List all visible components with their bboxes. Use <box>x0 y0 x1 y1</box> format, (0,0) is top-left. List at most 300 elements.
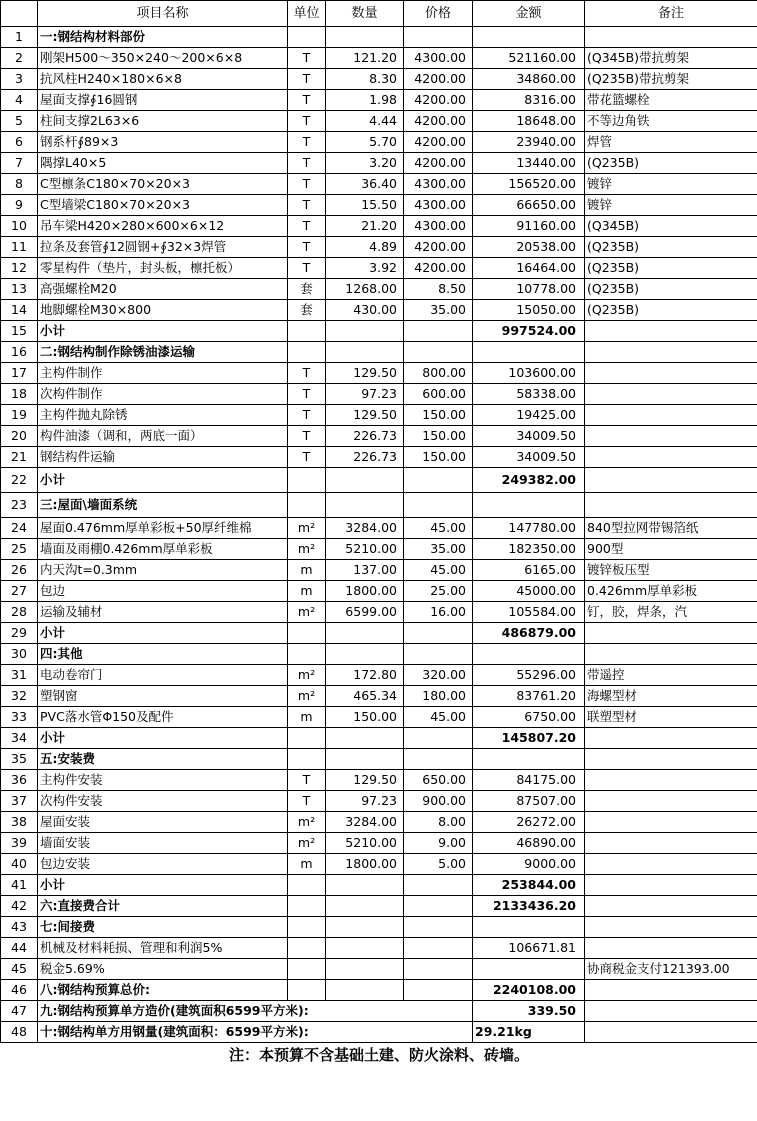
row-index-cell: 2 <box>1 48 38 69</box>
table-row <box>1 686 757 707</box>
row-index-cell: 8 <box>1 174 38 195</box>
amount-cell <box>473 493 585 518</box>
quantity-cell: 172.80 <box>326 665 404 686</box>
quantity-cell: 4.44 <box>326 111 404 132</box>
summary-row <box>1 1001 757 1022</box>
quantity-cell <box>326 917 404 938</box>
header-amount: 金额 <box>473 1 585 27</box>
remarks-cell: (Q345B) <box>585 216 757 237</box>
row-index-cell: 13 <box>1 279 38 300</box>
remarks-cell: (Q235B)带抗剪架 <box>585 69 757 90</box>
item-name-cell: 钢结构件运输 <box>38 447 288 468</box>
table-row <box>1 623 757 644</box>
unit-cell: 套 <box>288 279 326 300</box>
table-row <box>1 560 757 581</box>
amount-cell: 19425.00 <box>473 405 585 426</box>
table-row <box>1 875 757 896</box>
remarks-cell <box>585 405 757 426</box>
unit-cell: T <box>288 770 326 791</box>
remarks-cell <box>585 468 757 493</box>
table-row <box>1 959 757 980</box>
row-index-cell: 40 <box>1 854 38 875</box>
price-cell: 150.00 <box>404 447 473 468</box>
remarks-cell <box>585 1001 757 1022</box>
item-name-cell: 主构件安装 <box>38 770 288 791</box>
remarks-cell: 协商税金支付121393.00 <box>585 959 757 980</box>
price-cell: 180.00 <box>404 686 473 707</box>
item-name-cell: 内天沟t=0.3mm <box>38 560 288 581</box>
remarks-cell <box>585 27 757 48</box>
table-row <box>1 791 757 812</box>
price-cell: 8.00 <box>404 812 473 833</box>
table-row <box>1 111 757 132</box>
row-index-cell: 24 <box>1 518 38 539</box>
quantity-cell: 1.98 <box>326 90 404 111</box>
amount-cell: 105584.00 <box>473 602 585 623</box>
remarks-cell <box>585 426 757 447</box>
row-index-cell: 37 <box>1 791 38 812</box>
row-index-cell: 6 <box>1 132 38 153</box>
table-row <box>1 384 757 405</box>
unit-cell: m <box>288 581 326 602</box>
unit-cell: T <box>288 363 326 384</box>
header-quantity: 数量 <box>326 1 404 27</box>
remarks-cell <box>585 938 757 959</box>
amount-cell: 66650.00 <box>473 195 585 216</box>
table-row <box>1 707 757 728</box>
amount-cell: 46890.00 <box>473 833 585 854</box>
table-row <box>1 602 757 623</box>
unit-cell: T <box>288 791 326 812</box>
item-name-cell: 七:间接费 <box>38 917 288 938</box>
table-row <box>1 896 757 917</box>
unit-cell: T <box>288 153 326 174</box>
row-index-cell: 31 <box>1 665 38 686</box>
quantity-cell <box>326 959 404 980</box>
quantity-cell <box>326 938 404 959</box>
footnote: 注：本预算不含基础土建、防火涂料、砖墙。 <box>1 1043 757 1069</box>
quantity-cell: 226.73 <box>326 447 404 468</box>
quantity-cell: 150.00 <box>326 707 404 728</box>
quantity-cell: 1268.00 <box>326 279 404 300</box>
table-row <box>1 447 757 468</box>
table-row <box>1 237 757 258</box>
item-name-cell: 拉条及套管∮12圆钢+∮32×3焊管 <box>38 237 288 258</box>
remarks-cell: (Q235B) <box>585 300 757 321</box>
unit-cell <box>288 938 326 959</box>
row-index-cell: 45 <box>1 959 38 980</box>
amount-cell: 6165.00 <box>473 560 585 581</box>
amount-cell: 55296.00 <box>473 665 585 686</box>
row-index-cell: 10 <box>1 216 38 237</box>
table-row <box>1 468 757 493</box>
price-cell: 4200.00 <box>404 237 473 258</box>
amount-cell <box>473 749 585 770</box>
item-name-cell: 电动卷帘门 <box>38 665 288 686</box>
row-index-cell: 20 <box>1 426 38 447</box>
amount-cell: 23940.00 <box>473 132 585 153</box>
unit-cell <box>288 342 326 363</box>
unit-cell <box>288 468 326 493</box>
remarks-cell: (Q345B)带抗剪架 <box>585 48 757 69</box>
remarks-cell: 钉，胶，焊条，汽 <box>585 602 757 623</box>
remarks-cell: 镀锌板压型 <box>585 560 757 581</box>
item-name-cell: 次构件安装 <box>38 791 288 812</box>
remarks-cell <box>585 493 757 518</box>
item-name-cell: 小计 <box>38 321 288 342</box>
table-row <box>1 665 757 686</box>
unit-cell <box>288 749 326 770</box>
item-name-cell: 小计 <box>38 875 288 896</box>
price-cell: 35.00 <box>404 539 473 560</box>
row-index-cell: 28 <box>1 602 38 623</box>
quantity-cell: 5.70 <box>326 132 404 153</box>
remarks-cell: (Q235B) <box>585 237 757 258</box>
quantity-cell <box>326 749 404 770</box>
table-row <box>1 174 757 195</box>
amount-cell: 182350.00 <box>473 539 585 560</box>
remarks-cell <box>585 363 757 384</box>
row-index-cell: 44 <box>1 938 38 959</box>
table-row <box>1 300 757 321</box>
price-cell <box>404 644 473 665</box>
row-index-cell: 43 <box>1 917 38 938</box>
amount-cell: 84175.00 <box>473 770 585 791</box>
row-index-cell: 27 <box>1 581 38 602</box>
unit-cell <box>288 875 326 896</box>
price-cell: 150.00 <box>404 405 473 426</box>
amount-cell: 10778.00 <box>473 279 585 300</box>
quantity-cell <box>326 493 404 518</box>
quantity-cell <box>326 342 404 363</box>
quantity-cell: 5210.00 <box>326 539 404 560</box>
price-cell <box>404 896 473 917</box>
quantity-cell: 21.20 <box>326 216 404 237</box>
item-name-cell: 主构件抛丸除锈 <box>38 405 288 426</box>
remarks-cell <box>585 644 757 665</box>
table-row <box>1 216 757 237</box>
remarks-cell: (Q235B) <box>585 279 757 300</box>
item-name-cell: 吊车梁H420×280×600×6×12 <box>38 216 288 237</box>
unit-cell: T <box>288 69 326 90</box>
header-item-name: 项目名称 <box>38 1 288 27</box>
amount-cell: 58338.00 <box>473 384 585 405</box>
summary-value: 339.50 <box>473 1001 585 1022</box>
summary-row <box>1 1022 757 1043</box>
row-index-cell: 30 <box>1 644 38 665</box>
row-index-cell: 3 <box>1 69 38 90</box>
quantity-cell: 137.00 <box>326 560 404 581</box>
row-index-cell: 7 <box>1 153 38 174</box>
quantity-cell <box>326 896 404 917</box>
remarks-cell <box>585 749 757 770</box>
row-index-cell: 25 <box>1 539 38 560</box>
unit-cell: m <box>288 707 326 728</box>
item-name-cell: C型檩条C180×70×20×3 <box>38 174 288 195</box>
price-cell: 150.00 <box>404 426 473 447</box>
table-row <box>1 749 757 770</box>
amount-cell: 15050.00 <box>473 300 585 321</box>
price-cell <box>404 875 473 896</box>
item-name-cell: PVC落水管Φ150及配件 <box>38 707 288 728</box>
price-cell: 25.00 <box>404 581 473 602</box>
quantity-cell <box>326 728 404 749</box>
amount-cell: 997524.00 <box>473 321 585 342</box>
quantity-cell: 97.23 <box>326 384 404 405</box>
row-index-cell: 42 <box>1 896 38 917</box>
quantity-cell: 129.50 <box>326 405 404 426</box>
table-row <box>1 321 757 342</box>
price-cell: 35.00 <box>404 300 473 321</box>
item-name-cell: 次构件制作 <box>38 384 288 405</box>
quantity-cell: 3.20 <box>326 153 404 174</box>
price-cell: 320.00 <box>404 665 473 686</box>
item-name-cell: 地脚螺栓M30×800 <box>38 300 288 321</box>
amount-cell: 18648.00 <box>473 111 585 132</box>
price-cell <box>404 27 473 48</box>
quantity-cell: 3284.00 <box>326 812 404 833</box>
row-index-cell: 14 <box>1 300 38 321</box>
row-index-cell: 41 <box>1 875 38 896</box>
table-row <box>1 363 757 384</box>
remarks-cell: 镀锌 <box>585 195 757 216</box>
quantity-cell <box>326 27 404 48</box>
footnote-row <box>1 1043 757 1069</box>
price-cell: 4300.00 <box>404 195 473 216</box>
item-name-cell: 税金5.69% <box>38 959 288 980</box>
quantity-cell: 6599.00 <box>326 602 404 623</box>
unit-cell: m² <box>288 602 326 623</box>
item-name-cell: 隅撑L40×5 <box>38 153 288 174</box>
row-index-cell: 16 <box>1 342 38 363</box>
price-cell: 4300.00 <box>404 174 473 195</box>
amount-cell: 8316.00 <box>473 90 585 111</box>
row-index-cell: 15 <box>1 321 38 342</box>
unit-cell <box>288 321 326 342</box>
row-index-cell: 34 <box>1 728 38 749</box>
price-cell: 800.00 <box>404 363 473 384</box>
row-index-cell: 46 <box>1 980 38 1001</box>
amount-cell: 106671.81 <box>473 938 585 959</box>
price-cell: 5.00 <box>404 854 473 875</box>
row-index-cell: 4 <box>1 90 38 111</box>
amount-cell: 2133436.20 <box>473 896 585 917</box>
price-cell: 45.00 <box>404 518 473 539</box>
price-cell: 8.50 <box>404 279 473 300</box>
quantity-cell <box>326 321 404 342</box>
unit-cell: T <box>288 195 326 216</box>
price-cell <box>404 938 473 959</box>
header-remarks: 备注 <box>585 1 757 27</box>
amount-cell: 34009.50 <box>473 426 585 447</box>
amount-cell: 249382.00 <box>473 468 585 493</box>
remarks-cell <box>585 791 757 812</box>
quantity-cell: 129.50 <box>326 363 404 384</box>
table-row <box>1 69 757 90</box>
quantity-cell <box>326 875 404 896</box>
price-cell <box>404 468 473 493</box>
amount-cell <box>473 959 585 980</box>
summary-label: 九:钢结构预算单方造价(建筑面积6599平方米): <box>38 1001 473 1022</box>
unit-cell: m <box>288 560 326 581</box>
remarks-cell: (Q235B) <box>585 153 757 174</box>
item-name-cell: 高强螺栓M20 <box>38 279 288 300</box>
unit-cell <box>288 959 326 980</box>
quantity-cell: 3.92 <box>326 258 404 279</box>
item-name-cell: 小计 <box>38 623 288 644</box>
unit-cell <box>288 896 326 917</box>
price-cell: 4300.00 <box>404 48 473 69</box>
row-index-cell: 18 <box>1 384 38 405</box>
remarks-cell <box>585 854 757 875</box>
row-index-cell: 38 <box>1 812 38 833</box>
price-cell: 4200.00 <box>404 132 473 153</box>
row-index-cell: 47 <box>1 1001 38 1022</box>
amount-cell: 253844.00 <box>473 875 585 896</box>
quantity-cell: 465.34 <box>326 686 404 707</box>
price-cell <box>404 728 473 749</box>
table-row <box>1 493 757 518</box>
row-index-cell: 5 <box>1 111 38 132</box>
remarks-cell: 900型 <box>585 539 757 560</box>
remarks-cell <box>585 980 757 1001</box>
quantity-cell: 5210.00 <box>326 833 404 854</box>
table-row <box>1 539 757 560</box>
header-row <box>1 1 757 27</box>
item-name-cell: C型墙梁C180×70×20×3 <box>38 195 288 216</box>
unit-cell: T <box>288 237 326 258</box>
remarks-cell: 镀锌 <box>585 174 757 195</box>
quantity-cell: 226.73 <box>326 426 404 447</box>
quantity-cell: 8.30 <box>326 69 404 90</box>
table-row <box>1 426 757 447</box>
quantity-cell <box>326 980 404 1001</box>
amount-cell: 521160.00 <box>473 48 585 69</box>
quantity-cell: 36.40 <box>326 174 404 195</box>
table-row <box>1 917 757 938</box>
header-unit: 单位 <box>288 1 326 27</box>
quantity-cell: 4.89 <box>326 237 404 258</box>
row-index-cell: 21 <box>1 447 38 468</box>
amount-cell <box>473 917 585 938</box>
amount-cell: 91160.00 <box>473 216 585 237</box>
amount-cell: 45000.00 <box>473 581 585 602</box>
item-name-cell: 刚架H500～350×240～200×6×8 <box>38 48 288 69</box>
unit-cell: T <box>288 426 326 447</box>
table-row <box>1 833 757 854</box>
item-name-cell: 运输及辅材 <box>38 602 288 623</box>
remarks-cell: (Q235B) <box>585 258 757 279</box>
unit-cell: m² <box>288 686 326 707</box>
remarks-cell <box>585 321 757 342</box>
row-index-cell: 12 <box>1 258 38 279</box>
amount-cell: 83761.20 <box>473 686 585 707</box>
item-name-cell: 一:钢结构材料部份 <box>38 27 288 48</box>
remarks-cell <box>585 623 757 644</box>
unit-cell: m² <box>288 833 326 854</box>
quantity-cell <box>326 468 404 493</box>
item-name-cell: 墙面安装 <box>38 833 288 854</box>
row-index-cell: 39 <box>1 833 38 854</box>
price-cell <box>404 749 473 770</box>
remarks-cell <box>585 875 757 896</box>
summary-label: 十:钢结构单方用钢量(建筑面积：6599平方米): <box>38 1022 473 1043</box>
amount-cell: 2240108.00 <box>473 980 585 1001</box>
quantity-cell: 3284.00 <box>326 518 404 539</box>
table-row <box>1 258 757 279</box>
item-name-cell: 包边 <box>38 581 288 602</box>
price-cell: 900.00 <box>404 791 473 812</box>
remarks-cell: 不等边角铁 <box>585 111 757 132</box>
amount-cell: 103600.00 <box>473 363 585 384</box>
item-name-cell: 屋面安装 <box>38 812 288 833</box>
unit-cell <box>288 917 326 938</box>
remarks-cell <box>585 384 757 405</box>
quantity-cell: 430.00 <box>326 300 404 321</box>
remarks-cell <box>585 770 757 791</box>
price-cell: 650.00 <box>404 770 473 791</box>
price-cell: 600.00 <box>404 384 473 405</box>
amount-cell <box>473 27 585 48</box>
unit-cell: T <box>288 447 326 468</box>
table-row <box>1 770 757 791</box>
price-cell: 4200.00 <box>404 111 473 132</box>
row-index-cell: 36 <box>1 770 38 791</box>
remarks-cell: 海螺型材 <box>585 686 757 707</box>
quantity-cell: 121.20 <box>326 48 404 69</box>
price-cell <box>404 917 473 938</box>
unit-cell: 套 <box>288 300 326 321</box>
amount-cell <box>473 342 585 363</box>
price-cell: 45.00 <box>404 707 473 728</box>
amount-cell: 34009.50 <box>473 447 585 468</box>
unit-cell: T <box>288 90 326 111</box>
unit-cell <box>288 493 326 518</box>
item-name-cell: 机械及材料耗损、管理和利润5% <box>38 938 288 959</box>
item-name-cell: 三:屋面\墙面系统 <box>38 493 288 518</box>
price-cell <box>404 342 473 363</box>
amount-cell: 145807.20 <box>473 728 585 749</box>
unit-cell: T <box>288 405 326 426</box>
item-name-cell: 零星构件（垫片，封头板，檩托板） <box>38 258 288 279</box>
quantity-cell <box>326 623 404 644</box>
table-row <box>1 980 757 1001</box>
unit-cell: T <box>288 174 326 195</box>
price-cell <box>404 321 473 342</box>
amount-cell: 87507.00 <box>473 791 585 812</box>
row-index-cell: 22 <box>1 468 38 493</box>
item-name-cell: 屋面支撑∮16圆钢 <box>38 90 288 111</box>
row-index-cell: 1 <box>1 27 38 48</box>
unit-cell: T <box>288 384 326 405</box>
table-row <box>1 938 757 959</box>
price-cell: 4200.00 <box>404 90 473 111</box>
row-index-cell: 29 <box>1 623 38 644</box>
amount-cell: 34860.00 <box>473 69 585 90</box>
amount-cell <box>473 644 585 665</box>
price-cell: 4200.00 <box>404 153 473 174</box>
remarks-cell: 联塑型材 <box>585 707 757 728</box>
amount-cell: 6750.00 <box>473 707 585 728</box>
item-name-cell: 墙面及雨棚0.426mm厚单彩板 <box>38 539 288 560</box>
header-index <box>1 1 38 27</box>
row-index-cell: 19 <box>1 405 38 426</box>
table-row <box>1 27 757 48</box>
remarks-cell <box>585 342 757 363</box>
quantity-cell: 1800.00 <box>326 581 404 602</box>
item-name-cell: 抗风柱H240×180×6×8 <box>38 69 288 90</box>
table-row <box>1 728 757 749</box>
